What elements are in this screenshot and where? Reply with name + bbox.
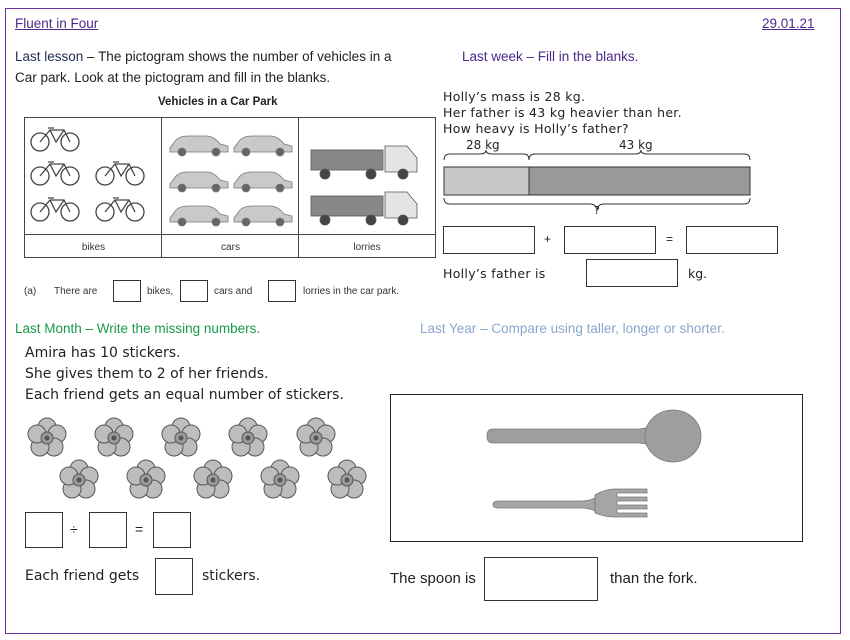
pictogram-label-cars: cars bbox=[221, 242, 240, 253]
last-week-instructions bbox=[462, 46, 638, 67]
sticker-flower-icon bbox=[229, 418, 267, 456]
cars-answer-box[interactable] bbox=[180, 280, 208, 302]
brace-top-right bbox=[529, 150, 750, 160]
last-year-label: Last Year bbox=[420, 321, 477, 336]
fork-icon bbox=[493, 489, 647, 517]
equals-sign: = bbox=[666, 232, 674, 246]
pictogram-title: Vehicles in a Car Park bbox=[158, 96, 278, 108]
comparison-answer-box[interactable] bbox=[484, 557, 598, 601]
bar-part-28 bbox=[444, 167, 529, 195]
bar-model bbox=[440, 150, 755, 212]
last-year-instructions bbox=[420, 318, 725, 339]
lorry-icon bbox=[311, 192, 417, 225]
question-a-label: (a) bbox=[24, 286, 37, 297]
bar-label-28: 28 kg bbox=[466, 138, 500, 152]
last-week-label: Last week bbox=[462, 49, 523, 64]
car-icon bbox=[234, 136, 292, 156]
sticker-flower-icon bbox=[28, 418, 66, 456]
last-week-answer-unit: kg. bbox=[688, 266, 708, 281]
last-week-line-3: How heavy is Holly’s father? bbox=[443, 121, 629, 136]
car-icons bbox=[162, 118, 298, 234]
pictogram-col-bikes bbox=[25, 118, 162, 257]
addend-1-box[interactable] bbox=[443, 226, 535, 254]
bike-icon bbox=[96, 198, 144, 221]
pictogram-col-cars bbox=[162, 118, 299, 257]
cutlery-picture-frame bbox=[390, 394, 803, 542]
equals-sign-month: = bbox=[135, 521, 144, 537]
dividend-box[interactable] bbox=[25, 512, 63, 548]
stickers-group bbox=[20, 414, 375, 504]
last-month-problem bbox=[25, 343, 344, 406]
last-lesson-label: Last lesson bbox=[15, 49, 84, 64]
sticker-flower-icon bbox=[194, 460, 232, 498]
question-a-text-2: bikes, bbox=[147, 286, 174, 297]
last-month-line-1: Amira has 10 stickers. bbox=[25, 345, 181, 361]
bikes-answer-box[interactable] bbox=[113, 280, 141, 302]
plus-sign: + bbox=[544, 232, 552, 246]
bar-label-43: 43 kg bbox=[619, 138, 653, 152]
addend-2-box[interactable] bbox=[564, 226, 656, 254]
last-month-text: – Write the missing numbers. bbox=[81, 321, 261, 336]
bike-icon bbox=[31, 162, 79, 185]
quotient-box[interactable] bbox=[153, 512, 191, 548]
father-mass-answer-box[interactable] bbox=[586, 259, 678, 287]
lorry-icon bbox=[311, 146, 417, 179]
page-date: 29.01.21 bbox=[762, 16, 815, 31]
last-week-line-2: Her father is 43 kg heavier than her. bbox=[443, 105, 682, 120]
last-month-answer-prefix: Each friend gets bbox=[25, 568, 140, 584]
last-week-text: – Fill in the blanks. bbox=[522, 49, 639, 64]
last-lesson-text-1: – The pictogram shows the number of vehicles in a bbox=[83, 49, 392, 64]
last-week-line-1: Holly’s mass is 28 kg. bbox=[443, 89, 586, 104]
car-icon bbox=[234, 172, 292, 192]
bike-icon bbox=[31, 198, 79, 221]
car-icon bbox=[170, 206, 228, 226]
last-month-line-2: She gives them to 2 of her friends. bbox=[25, 366, 269, 382]
last-week-answer-prefix: Holly’s father is bbox=[443, 266, 546, 281]
pictogram-label-bikes: bikes bbox=[81, 242, 106, 253]
last-week-problem bbox=[443, 89, 682, 137]
divisor-box[interactable] bbox=[89, 512, 127, 548]
pictogram-table bbox=[24, 117, 436, 258]
last-year-answer-prefix: The spoon is bbox=[390, 570, 476, 587]
last-lesson-instructions bbox=[15, 46, 435, 88]
brace-top-left bbox=[444, 150, 529, 160]
divide-sign: ÷ bbox=[70, 521, 78, 537]
bike-icon bbox=[96, 162, 144, 185]
bike-icons bbox=[25, 118, 161, 234]
sticker-flower-icon bbox=[127, 460, 165, 498]
sticker-flower-icon bbox=[60, 460, 98, 498]
lorries-answer-box[interactable] bbox=[268, 280, 296, 302]
last-month-label: Last Month bbox=[15, 321, 82, 336]
pictogram-label-lorries: lorries bbox=[353, 242, 381, 253]
pictogram-divider bbox=[25, 234, 435, 235]
car-icon bbox=[170, 172, 228, 192]
car-icon bbox=[170, 136, 228, 156]
last-year-text: – Compare using taller, longer or shorter. bbox=[476, 321, 725, 336]
question-a-text-4: lorries in the car park. bbox=[303, 286, 400, 297]
page-title: Fluent in Four bbox=[15, 16, 99, 31]
sticker-flower-icon bbox=[261, 460, 299, 498]
lorry-icons bbox=[299, 118, 435, 234]
last-month-instructions bbox=[15, 318, 260, 339]
bar-part-43 bbox=[529, 167, 750, 195]
question-a-text-1: There are bbox=[54, 286, 98, 297]
last-lesson-text-2: Car park. Look at the pictogram and fill in the blanks. bbox=[15, 70, 331, 85]
last-month-line-3: Each friend gets an equal number of stickers. bbox=[25, 387, 344, 403]
sticker-flower-icon bbox=[95, 418, 133, 456]
sticker-flower-icon bbox=[162, 418, 200, 456]
stickers-each-answer-box[interactable] bbox=[155, 558, 193, 595]
sticker-flower-icon bbox=[328, 460, 366, 498]
last-year-answer-suffix: than the fork. bbox=[610, 570, 698, 587]
question-a-text-3: cars and bbox=[214, 286, 253, 297]
last-month-answer-suffix: stickers. bbox=[202, 568, 261, 584]
sum-box[interactable] bbox=[686, 226, 778, 254]
cutlery-picture bbox=[391, 395, 802, 541]
car-icon bbox=[234, 206, 292, 226]
bar-question-mark: ? bbox=[594, 204, 600, 217]
pictogram-col-lorries bbox=[299, 118, 435, 257]
sticker-flower-icon bbox=[297, 418, 335, 456]
spoon-icon bbox=[487, 410, 701, 462]
bike-icon bbox=[31, 128, 79, 151]
